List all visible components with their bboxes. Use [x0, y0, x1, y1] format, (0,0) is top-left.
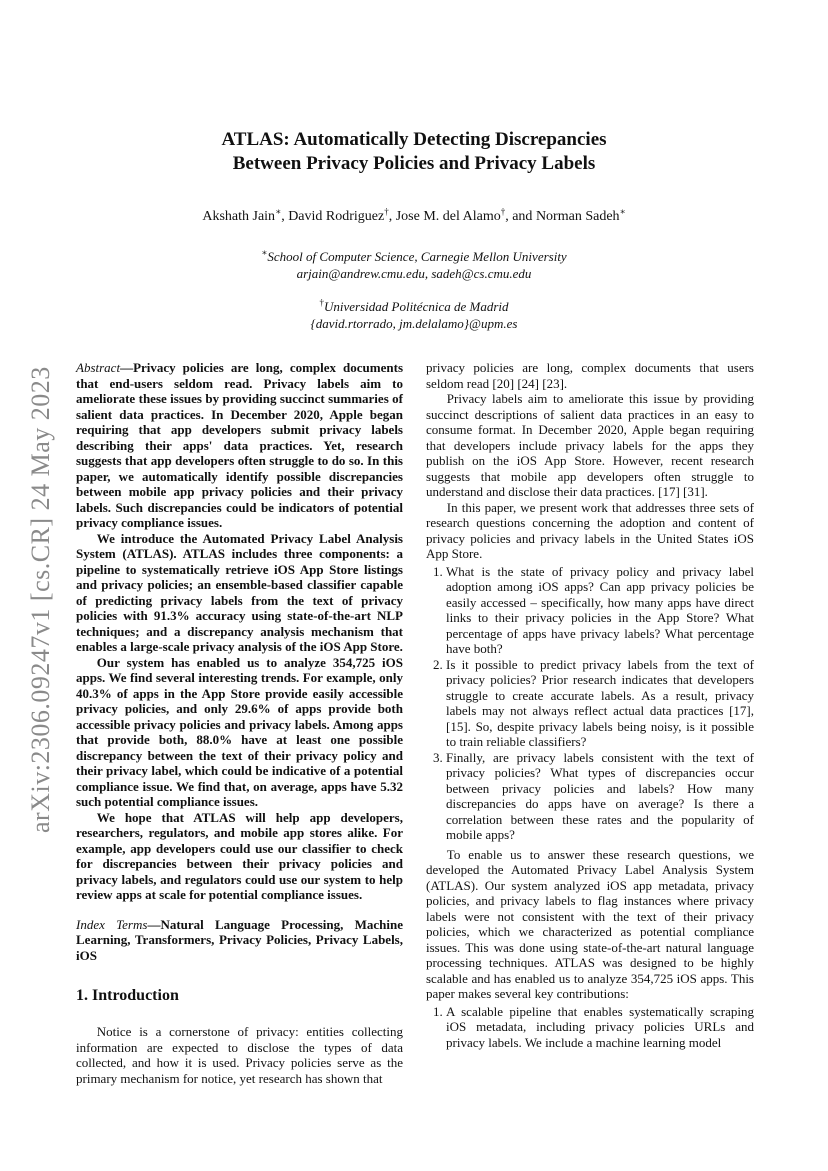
author-mark: ∗ — [275, 206, 282, 217]
index-terms-lead: Index Terms — [76, 916, 148, 932]
author-mark: ∗ — [619, 206, 626, 217]
author-mark: † — [384, 206, 389, 217]
title-line-2: Between Privacy Policies and Privacy Labels — [232, 153, 596, 174]
section-heading-introduction: 1. Introduction — [76, 987, 179, 1004]
author-separator: , — [281, 209, 289, 224]
affiliation-emails: arjain@andrew.cmu.edu, sadeh@cs.cmu.edu — [296, 266, 532, 281]
author-name: Norman Sadeh — [535, 209, 620, 224]
affiliation-mark: ∗ — [261, 247, 268, 258]
affiliation-institution: Universidad Politécnica de Madrid — [324, 299, 509, 314]
affiliation-cmu — [0, 248, 828, 282]
affiliation-upm — [0, 298, 828, 332]
author-mark: † — [500, 206, 506, 217]
author-name: Akshath Jain — [202, 209, 276, 224]
paper-title — [0, 128, 828, 176]
author-list — [0, 208, 828, 226]
research-question: 2. Is it possible to predict privacy labels from the text of privacy policies? Prior research indicates that developers struggle to create accurate labels. As a result, privacy labels may not always reflect actual data practices [17], [15]. So, despite privacy labels being noisy, is it possible to train reliable classifiers? — [446, 657, 754, 750]
research-question: 3. Finally, are privacy labels consistent with the text of privacy policies? What types of discrepancies occur between privacy policies and labels? How many discrepancies do apps have on average? Is there a correlation between these rates and the popularity of mobile apps? — [446, 750, 754, 843]
author-name: Jose M. del Alamo — [395, 209, 501, 224]
contribution-item: 1. A scalable pipeline that enables systematically scraping iOS metadata, including privacy policies URLs and privacy labels. We include a machine learning model — [446, 1004, 754, 1051]
index-terms: Index Terms—Natural Language Processing, Machine Learning, Transformers, Privacy Policies, Privacy Labels, iOS — [76, 916, 404, 963]
affiliation-mark: † — [319, 297, 324, 308]
intro-paragraph-1: Notice is a cornerstone of privacy: entities collecting information are expected to disclose the types of data collected, and how it is used. Privacy policies serve as the primary mechanism for notice, yet research has shown that — [76, 1024, 403, 1086]
abstract-paragraph-3: Our system has enabled us to analyze 354,725 iOS apps. We find several interesting trends. For example, only 40.3% of apps in the App Store provide easily accessible privacy policies, and only 29.6% of apps provide both accessible privacy policies and privacy labels. Among apps that provide both, 88.0% have at least one possible discrepancy between the text of their privacy policy and their privacy label, which could be indicative of a potential compliance issue. We find that, on average, apps have 5.32 such potential compliance issues. — [76, 654, 403, 809]
research-questions-list — [426, 564, 754, 843]
right-column — [426, 360, 754, 1054]
author-separator: , and — [505, 209, 536, 224]
affiliation-institution: School of Computer Science, Carnegie Mellon University — [267, 249, 567, 264]
affiliation-emails: {david.rtorrado, jm.delalamo}@upm.es — [310, 316, 518, 331]
abstract-paragraph-1: Abstract—Privacy policies are long, complex documents that end-users seldom read. Privacy labels aim to ameliorate these issues by providing succinct summaries of salient data practices. In December 2020, Apple began requiring that app developers submit privacy labels describing their apps' data practices. Yet, research suggests that app developers often struggle to do so. In this paper, we automatically identify possible discrepancies between mobile app privacy policies and their privacy labels. Such discrepancies could be indicators of potential privacy compliance issues. — [76, 360, 403, 530]
abstract-paragraph-2: We introduce the Automated Privacy Label Analysis System (ATLAS). ATLAS includes three components: a pipeline to systematically retrieve iOS App Store listings and privacy policies; an ensemble-based classifier capable of predicting privacy labels from the text of privacy policies with 91.3% accuracy using state-of-the-art NLP techniques; and a discrepancy analysis mechanism that enables a large-scale privacy analysis of the iOS App Store. — [76, 530, 403, 654]
research-question: 1. What is the state of privacy policy and privacy label adoption among iOS apps? Can app privacy policies be easily accessed – specifically, how many apps have direct links to their privacy policies in the App Store? What percentage of apps have privacy labels? What percentage have both? — [446, 564, 754, 657]
arxiv-identifier: arXiv:2306.09247v1 [cs.CR] 24 May 2023 — [26, 366, 55, 834]
author-name: David Rodriguez — [288, 209, 385, 224]
abstract-paragraph-4: We hope that ATLAS will help app developers, researchers, regulators, and mobile app stores alike. For example, app developers could use our classifier to check for discrepancies between their privacy policies and privacy labels, and regulators could use our system to help review apps at scale for potential compliance issues. — [76, 809, 403, 902]
intro-paragraph-2: Privacy labels aim to ameliorate this issue by providing succinct descriptions of salient data practices in an easy to consume format. In December 2020, Apple began requiring that developers include privacy labels for the apps they publish on the iOS App Store. However, recent research suggests that mobile app developers often struggle to understand and disclose their data practices. [17] [31]. — [426, 391, 754, 499]
abstract — [76, 360, 403, 903]
intro-paragraph-3: In this paper, we present work that addresses three sets of research questions concerning the adoption and content of privacy policies and privacy labels in the United States iOS App Store. — [426, 499, 754, 561]
intro-paragraph-4: To enable us to answer these research questions, we developed the Automated Privacy Label Analysis System (ATLAS). Our system analyzed iOS app metadata, privacy policies, and privacy labels to flag instances where privacy labels were not consistent with the text of their privacy policies, which we characterized as potential compliance issues. This was done using state-of-the-art natural language processing techniques. ATLAS was designed to be highly scalable and has enabled us to analyze 354,725 iOS apps. This paper makes several key contributions: — [426, 846, 754, 1001]
left-column — [76, 360, 403, 1086]
contributions-list — [426, 1004, 754, 1051]
author-separator: , — [388, 209, 396, 224]
intro-paragraph-1-continued: privacy policies are long, complex documents that users seldom read [20] [24] [23]. — [426, 360, 754, 391]
title-line-1: ATLAS: Automatically Detecting Discrepancies — [221, 129, 607, 150]
abstract-lead: Abstract — [76, 360, 121, 375]
introduction-body-left — [76, 1024, 403, 1086]
